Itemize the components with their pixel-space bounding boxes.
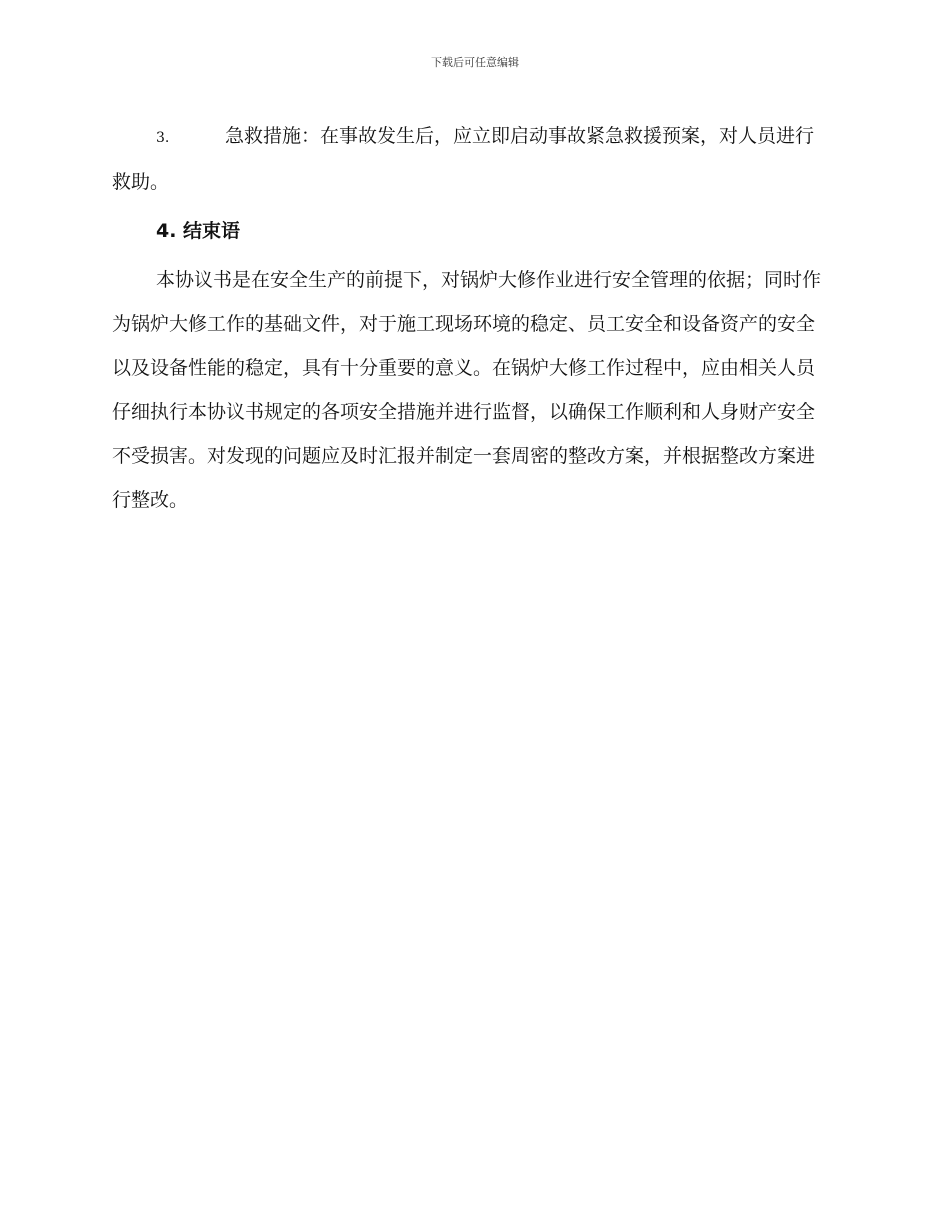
conclusion-paragraph: 本协议书是在安全生产的前提下，对锅炉大修作业进行安全管理的依据；同时作为锅炉大修工作的基础文件，对于施工现场环境的稳定、员工安全和设备资产的安全以及设备性能的稳定，具有十分重要的意义。在锅炉大修工作过程中，应由相关人员仔细执行本协议书规定的各项安全措施并进行监督，以确保工作顺利和人身财产安全不受损害。对发现的问题应及时汇报并制定一套周密的整改方案，并根据整改方案进行整改。 [112,269,822,511]
document-body [112,114,832,522]
page-header: 下载后可任意编辑 [431,56,519,69]
list-item-text: 急救措施：在事故发生后，应立即启动事故紧急救援预案，对人员进行救助。 [112,125,815,193]
list-item-first-aid [112,114,832,204]
section-heading: 4. 结束语 [156,220,241,242]
list-item-number: 3. [156,130,170,146]
